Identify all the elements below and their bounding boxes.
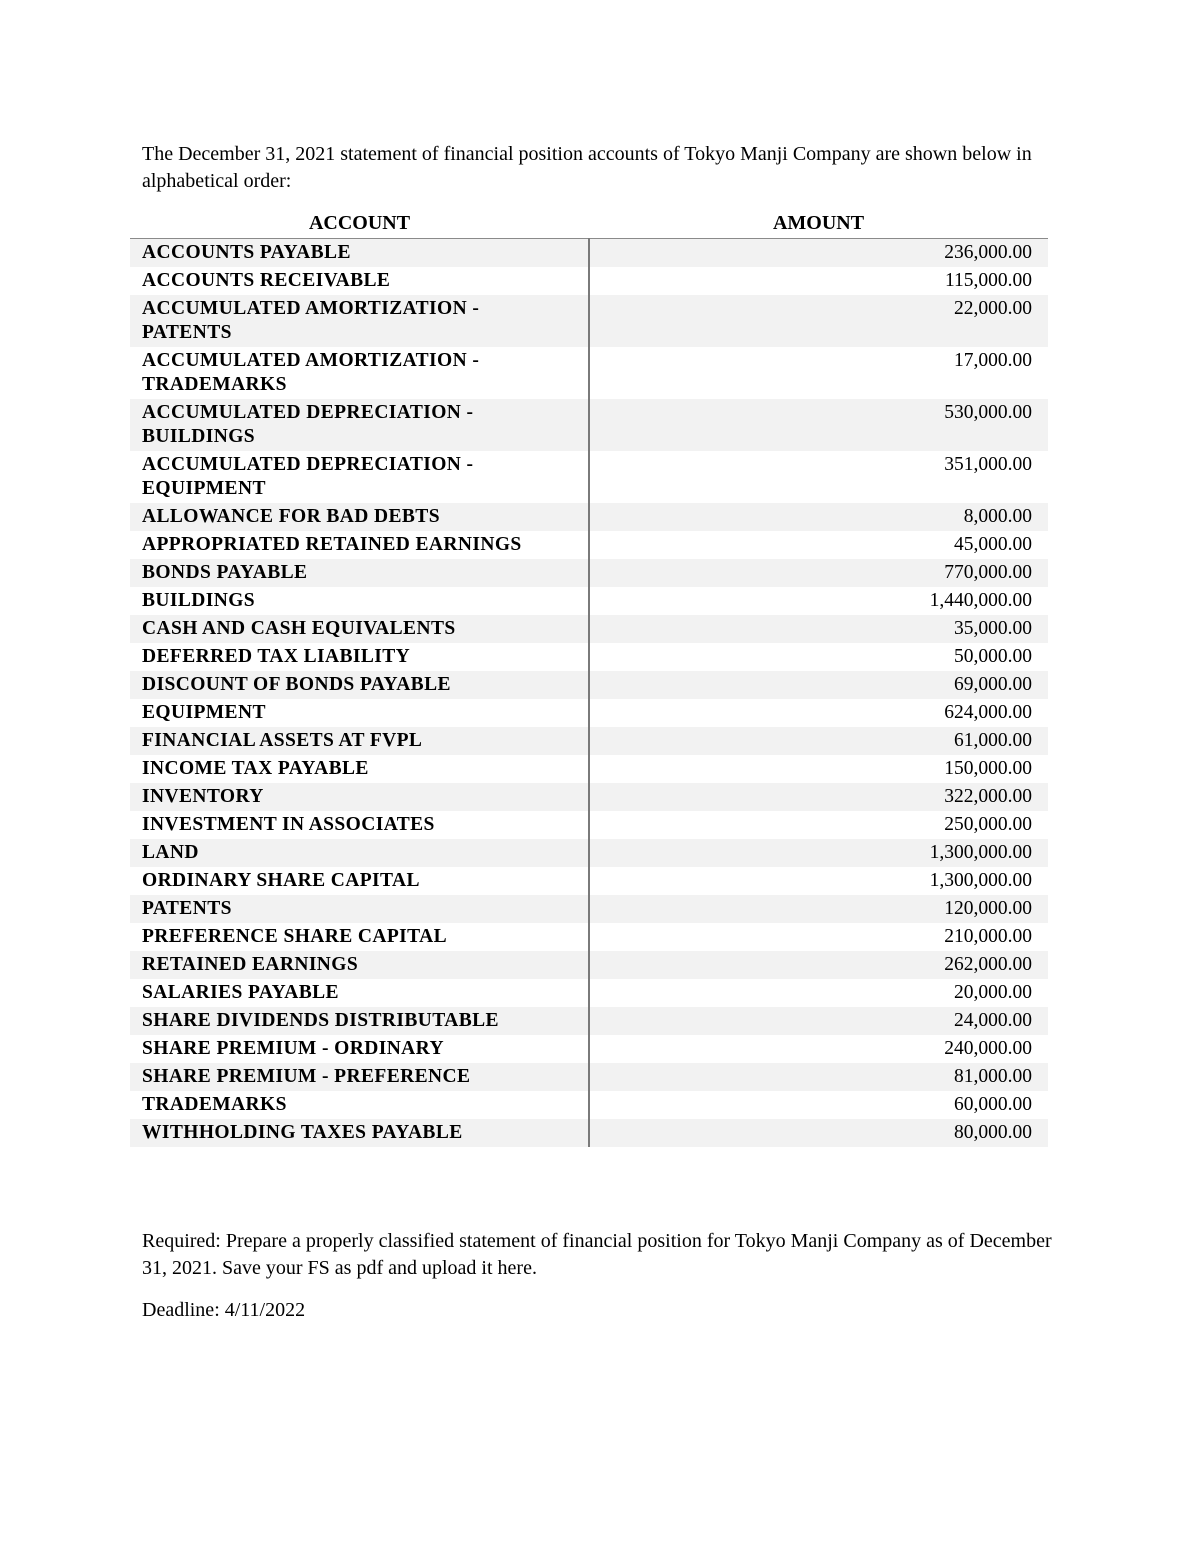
table-row — [130, 267, 1048, 295]
amount-cell: 210,000.00 — [589, 923, 1048, 951]
table-row — [130, 559, 1048, 587]
account-name-cell: SHARE PREMIUM - PREFERENCE — [130, 1063, 589, 1091]
account-name-cell: CASH AND CASH EQUIVALENTS — [130, 615, 589, 643]
account-name-cell: DEFERRED TAX LIABILITY — [130, 643, 589, 671]
table-row — [130, 839, 1048, 867]
account-name-cell: INVESTMENT IN ASSOCIATES — [130, 811, 589, 839]
table-row — [130, 671, 1048, 699]
table-row — [130, 615, 1048, 643]
account-name-cell: INVENTORY — [130, 783, 589, 811]
amount-cell: 240,000.00 — [589, 1035, 1048, 1063]
table-row — [130, 531, 1048, 559]
account-name-cell: ACCUMULATED DEPRECIATION - EQUIPMENT — [130, 451, 589, 503]
table-row — [130, 347, 1048, 399]
amount-cell: 150,000.00 — [589, 755, 1048, 783]
account-name-cell: BONDS PAYABLE — [130, 559, 589, 587]
table-row — [130, 451, 1048, 503]
account-name-cell: BUILDINGS — [130, 587, 589, 615]
table-row — [130, 399, 1048, 451]
amount-cell: 8,000.00 — [589, 503, 1048, 531]
account-name-cell: TRADEMARKS — [130, 1091, 589, 1119]
account-name-cell: DISCOUNT OF BONDS PAYABLE — [130, 671, 589, 699]
accounts-table-body — [130, 239, 1048, 1148]
account-column-header: ACCOUNT — [130, 208, 589, 239]
account-name-cell: LAND — [130, 839, 589, 867]
amount-cell: 624,000.00 — [589, 699, 1048, 727]
amount-cell: 20,000.00 — [589, 979, 1048, 1007]
amount-cell: 81,000.00 — [589, 1063, 1048, 1091]
table-row — [130, 755, 1048, 783]
account-name-cell: SHARE DIVIDENDS DISTRIBUTABLE — [130, 1007, 589, 1035]
amount-cell: 35,000.00 — [589, 615, 1048, 643]
amount-cell: 50,000.00 — [589, 643, 1048, 671]
account-name-cell: SHARE PREMIUM - ORDINARY — [130, 1035, 589, 1063]
account-name-cell: INCOME TAX PAYABLE — [130, 755, 589, 783]
table-row — [130, 783, 1048, 811]
account-name-cell: ACCOUNTS RECEIVABLE — [130, 267, 589, 295]
table-row — [130, 1063, 1048, 1091]
table-row — [130, 1035, 1048, 1063]
table-row — [130, 699, 1048, 727]
amount-cell: 69,000.00 — [589, 671, 1048, 699]
intro-paragraph: The December 31, 2021 statement of financial position accounts of Tokyo Manji Company are shown below in alphabetical order: — [142, 143, 1032, 192]
account-name-cell: ACCUMULATED DEPRECIATION - BUILDINGS — [130, 399, 589, 451]
table-row — [130, 239, 1048, 268]
account-name-cell: ORDINARY SHARE CAPITAL — [130, 867, 589, 895]
required-paragraph: Required: Prepare a properly classified statement of financial position for Tokyo Manji Company as of December 31, 2021. Save your FS as pdf and upload it here. — [142, 1230, 1052, 1279]
table-row — [130, 811, 1048, 839]
accounts-table — [130, 208, 1048, 1147]
amount-cell: 45,000.00 — [589, 531, 1048, 559]
table-row — [130, 727, 1048, 755]
amount-cell: 61,000.00 — [589, 727, 1048, 755]
amount-cell: 1,300,000.00 — [589, 839, 1048, 867]
table-row — [130, 1119, 1048, 1147]
deadline-text: Deadline: 4/11/2022 — [142, 1299, 306, 1321]
account-name-cell: ACCOUNTS PAYABLE — [130, 239, 589, 268]
amount-cell: 17,000.00 — [589, 347, 1048, 399]
amount-cell: 250,000.00 — [589, 811, 1048, 839]
amount-cell: 1,440,000.00 — [589, 587, 1048, 615]
amount-column-header: AMOUNT — [589, 208, 1048, 239]
table-row — [130, 643, 1048, 671]
account-name-cell: SALARIES PAYABLE — [130, 979, 589, 1007]
account-name-cell: ACCUMULATED AMORTIZATION - TRADEMARKS — [130, 347, 589, 399]
amount-cell: 120,000.00 — [589, 895, 1048, 923]
amount-cell: 24,000.00 — [589, 1007, 1048, 1035]
account-name-cell: FINANCIAL ASSETS AT FVPL — [130, 727, 589, 755]
account-name-cell: EQUIPMENT — [130, 699, 589, 727]
account-name-cell: RETAINED EARNINGS — [130, 951, 589, 979]
table-header-row — [130, 208, 1048, 239]
account-name-cell: APPROPRIATED RETAINED EARNINGS — [130, 531, 589, 559]
table-row — [130, 895, 1048, 923]
account-name-cell: WITHHOLDING TAXES PAYABLE — [130, 1119, 589, 1147]
table-row — [130, 587, 1048, 615]
amount-cell: 322,000.00 — [589, 783, 1048, 811]
table-row — [130, 867, 1048, 895]
table-row — [130, 295, 1048, 347]
account-name-cell: PATENTS — [130, 895, 589, 923]
table-row — [130, 979, 1048, 1007]
amount-cell: 1,300,000.00 — [589, 867, 1048, 895]
amount-cell: 22,000.00 — [589, 295, 1048, 347]
amount-cell: 80,000.00 — [589, 1119, 1048, 1147]
amount-cell: 530,000.00 — [589, 399, 1048, 451]
amount-cell: 60,000.00 — [589, 1091, 1048, 1119]
amount-cell: 351,000.00 — [589, 451, 1048, 503]
account-name-cell: PREFERENCE SHARE CAPITAL — [130, 923, 589, 951]
amount-cell: 262,000.00 — [589, 951, 1048, 979]
table-row — [130, 923, 1048, 951]
table-row — [130, 951, 1048, 979]
account-name-cell: ALLOWANCE FOR BAD DEBTS — [130, 503, 589, 531]
amount-cell: 236,000.00 — [589, 239, 1048, 268]
table-row — [130, 503, 1048, 531]
table-row — [130, 1091, 1048, 1119]
amount-cell: 770,000.00 — [589, 559, 1048, 587]
table-row — [130, 1007, 1048, 1035]
account-name-cell: ACCUMULATED AMORTIZATION - PATENTS — [130, 295, 589, 347]
amount-cell: 115,000.00 — [589, 267, 1048, 295]
